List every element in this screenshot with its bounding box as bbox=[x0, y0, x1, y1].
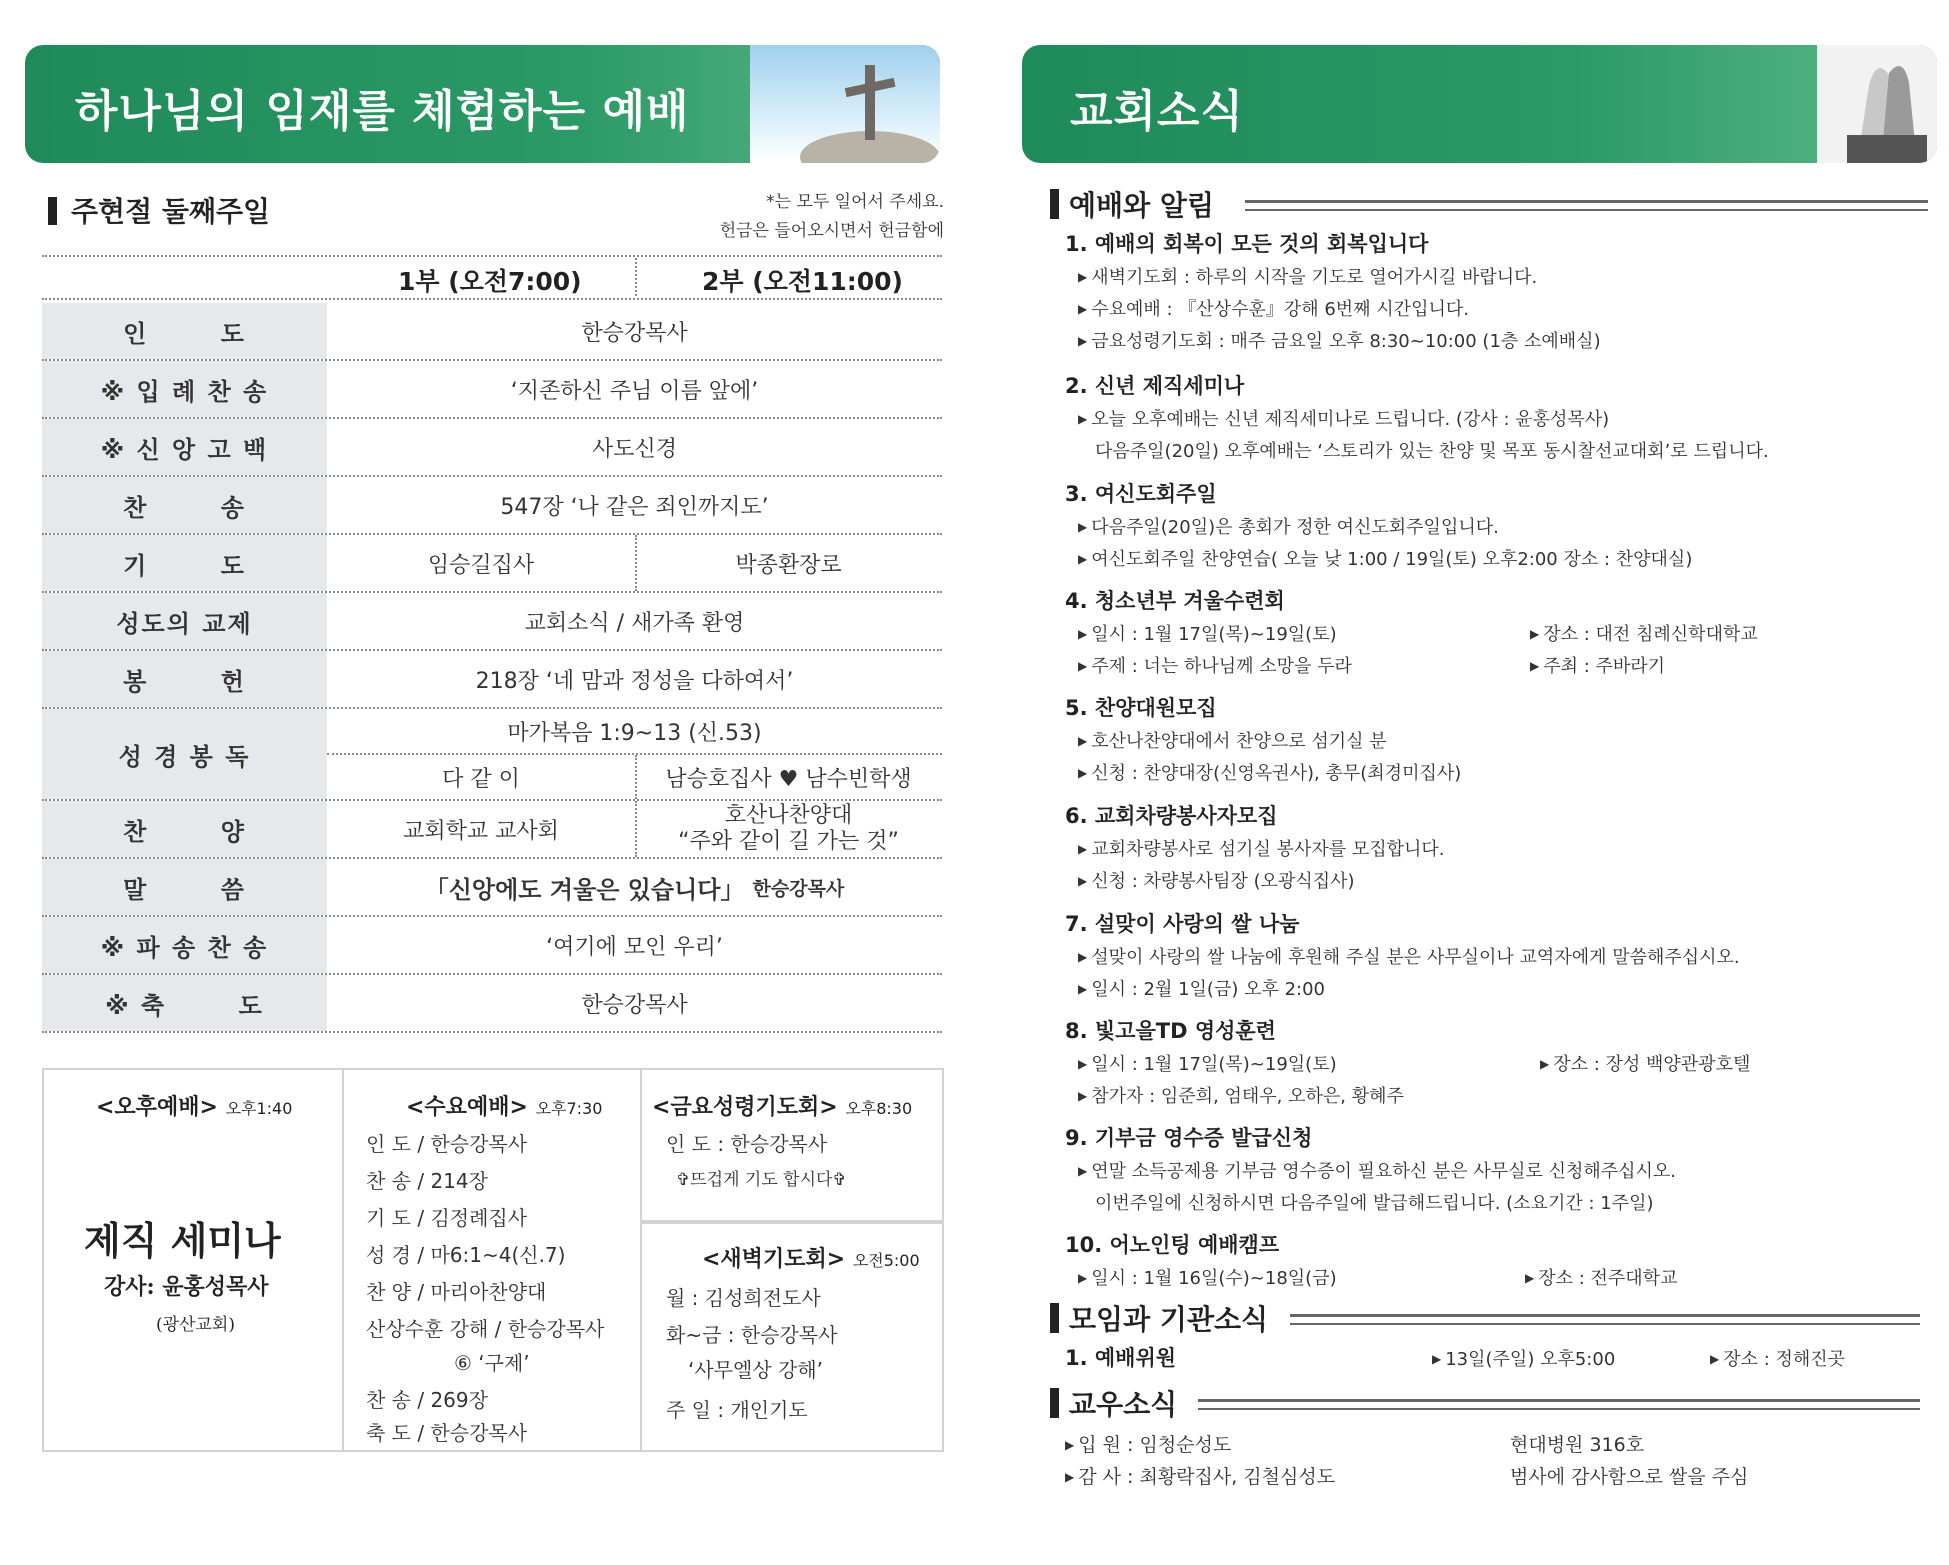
member-note: 범사에 감사함으로 쌀을 주심 bbox=[1510, 1466, 1749, 1488]
order-label: 성 경 봉 독 bbox=[42, 709, 327, 799]
bullet-icon: ▶ bbox=[1078, 302, 1088, 316]
order-row bbox=[42, 709, 942, 801]
dawn-line: 주 일 : 개인기도 bbox=[666, 1398, 808, 1422]
wednesday-line: 찬 양 / 마리아찬양대 bbox=[366, 1280, 547, 1304]
meeting-place bbox=[1710, 1345, 1845, 1371]
order-value-second: 박종환장로 bbox=[735, 552, 842, 578]
section-members-title: 교우소식 bbox=[1069, 1388, 1178, 1421]
news-line bbox=[1078, 652, 1352, 678]
wednesday-line: 기 도 / 김정례집사 bbox=[366, 1206, 528, 1230]
dawn-prayer-box bbox=[640, 1222, 944, 1452]
order-value-second bbox=[635, 801, 942, 857]
news-line bbox=[1525, 1264, 1677, 1290]
order-row bbox=[42, 361, 942, 419]
bullet-icon: ▶ bbox=[1540, 1057, 1550, 1071]
bullet-icon: ▶ bbox=[1078, 1089, 1088, 1103]
order-label: 말 씀 bbox=[42, 859, 327, 915]
seminar-title: 제직 세미나 bbox=[84, 1218, 281, 1263]
news-line bbox=[1530, 620, 1758, 646]
bullet-icon: ▶ bbox=[1078, 659, 1088, 673]
dawn-line: ‘사무엘상 강해’ bbox=[688, 1358, 823, 1382]
left-banner-title: 하나님의 임재를 체험하는 예배 bbox=[75, 86, 690, 137]
news-item-title: 3. 여신도회주일 bbox=[1065, 482, 1217, 506]
dawn-line: 월 : 김성희전도사 bbox=[666, 1286, 821, 1310]
order-value: 547장 ‘나 같은 죄인까지도’ bbox=[500, 494, 769, 520]
news-line bbox=[1078, 405, 1609, 431]
note-line-2: 헌금은 들어오시면서 헌금함에 bbox=[719, 221, 944, 241]
news-line bbox=[1078, 975, 1325, 1001]
bullet-icon: ▶ bbox=[1065, 1438, 1075, 1452]
second-service-header: 2부 (오전11:00) bbox=[702, 267, 903, 296]
afternoon-title-text: <오후예배> bbox=[96, 1095, 218, 1120]
bullet-icon: ▶ bbox=[1078, 412, 1088, 426]
order-row bbox=[42, 975, 942, 1033]
news-line-text: 다음주일(20일) 오후예배는 ‘스토리가 있는 찬양 및 목포 동시찰선교대회’로 드립니다. bbox=[1095, 441, 1769, 462]
cross-photo bbox=[750, 45, 940, 163]
service-heading-text: 주현절 둘째주일 bbox=[71, 195, 271, 228]
friday-time: 오후8:30 bbox=[845, 1099, 913, 1118]
news-line-text: 참가자 : 임준희, 엄태우, 오하은, 황혜주 bbox=[1091, 1086, 1404, 1107]
bullet-icon: ▶ bbox=[1078, 950, 1088, 964]
preacher-name: 한승강목사 bbox=[752, 877, 845, 900]
afternoon-title bbox=[96, 1090, 292, 1121]
order-label: 봉 헌 bbox=[42, 651, 327, 707]
section-meetings-title: 모임과 기관소식 bbox=[1069, 1303, 1269, 1336]
section-members bbox=[1050, 1383, 1177, 1423]
order-label: 성도의 교제 bbox=[42, 593, 327, 649]
wednesday-line: 찬 송 / 214장 bbox=[366, 1169, 488, 1193]
news-line bbox=[1078, 1050, 1337, 1076]
order-row bbox=[42, 859, 942, 917]
news-line bbox=[1078, 620, 1337, 646]
news-line-text: 장소 : 전주대학교 bbox=[1538, 1268, 1678, 1289]
bullet-icon: ▶ bbox=[1078, 334, 1088, 348]
bullet-icon: ▶ bbox=[1525, 1271, 1535, 1285]
order-value-second: 남승호집사 ♥ 남수빈학생 bbox=[665, 766, 912, 792]
friday-prayer-box bbox=[640, 1068, 944, 1222]
news-item-title: 9. 기부금 영수증 발급신청 bbox=[1065, 1126, 1313, 1150]
wednesday-line: 산상수훈 강해 / 한승강목사 bbox=[366, 1317, 605, 1341]
friday-line: ✞뜨겁게 기도 합시다✞ bbox=[676, 1170, 847, 1190]
order-label: ※ 축 도 bbox=[42, 975, 327, 1031]
header-divider bbox=[635, 258, 637, 296]
choir-name: 호산나찬양대 bbox=[724, 803, 853, 828]
section-rule bbox=[1198, 1399, 1920, 1410]
order-label: ※ 신 앙 고 백 bbox=[42, 419, 327, 475]
praying-hands-icon bbox=[1817, 45, 1937, 163]
news-line-text: 이번주일에 신청하시면 다음주일에 발급해드립니다. (소요기간 : 1주일) bbox=[1095, 1193, 1654, 1214]
news-item-title: 5. 찬양대원모집 bbox=[1065, 696, 1217, 720]
news-item-title: 7. 설맞이 사랑의 쌀 나눔 bbox=[1065, 912, 1300, 936]
order-row bbox=[42, 917, 942, 975]
afternoon-service-box bbox=[42, 1068, 344, 1452]
section-bar bbox=[1050, 1388, 1059, 1418]
news-item-title: 6. 교회차량봉사자모집 bbox=[1065, 804, 1278, 828]
news-line-text: 일시 : 1월 17일(목)~19일(토) bbox=[1091, 1054, 1337, 1075]
order-label: ※ 입 례 찬 송 bbox=[42, 361, 327, 417]
news-line bbox=[1078, 1082, 1404, 1108]
note-line-1: *는 모두 일어서 주세요. bbox=[766, 192, 944, 212]
order-value: 한승강목사 bbox=[581, 992, 688, 1018]
bullet-icon: ▶ bbox=[1078, 520, 1088, 534]
bullet-icon: ▶ bbox=[1078, 766, 1088, 780]
news-line-text: 장소 : 장성 백양관광호텔 bbox=[1553, 1054, 1751, 1075]
bullet-icon: ▶ bbox=[1710, 1352, 1720, 1366]
order-value: 한승강목사 bbox=[581, 320, 688, 346]
news-line bbox=[1078, 513, 1499, 539]
news-line-text: 여신도회주일 찬양연습( 오늘 낮 1:00 / 19일(토) 오후2:00 장소 : 찬양대실) bbox=[1091, 549, 1693, 570]
member-note: 현대병원 316호 bbox=[1510, 1434, 1645, 1456]
news-line bbox=[1078, 727, 1387, 753]
wednesday-line: 성 경 / 마6:1~4(신.7) bbox=[366, 1243, 566, 1267]
section-bar bbox=[1050, 1303, 1059, 1333]
meeting-title: 1. 예배위원 bbox=[1065, 1346, 1177, 1370]
scripture-reference: 마가복음 1:9~13 (신.53) bbox=[507, 720, 762, 746]
order-value-first: 교회학교 교사회 bbox=[403, 818, 559, 844]
news-line bbox=[1078, 759, 1461, 785]
order-value: ‘지존하신 주님 이름 앞에’ bbox=[510, 378, 759, 404]
bullet-icon: ▶ bbox=[1432, 1352, 1442, 1366]
news-item-title: 10. 어노인팅 예배캠프 bbox=[1065, 1233, 1280, 1257]
wednesday-title bbox=[406, 1090, 602, 1121]
order-row bbox=[42, 303, 942, 361]
standing-note bbox=[720, 188, 944, 246]
news-line-text: 신청 : 찬양대장(신영옥권사), 총무(최경미집사) bbox=[1091, 763, 1462, 784]
news-line-text: 다음주일(20일)은 총회가 정한 여신도회주일입니다. bbox=[1091, 517, 1499, 538]
wednesday-line: 찬 송 / 269장 bbox=[366, 1388, 488, 1412]
dawn-line: 화~금 : 한승강목사 bbox=[666, 1323, 838, 1347]
section-meetings bbox=[1050, 1298, 1268, 1338]
service-heading bbox=[48, 190, 270, 230]
order-row bbox=[42, 477, 942, 535]
seminar-speaker: 강사: 윤홍성목사 bbox=[104, 1274, 269, 1300]
section-rule bbox=[1245, 200, 1928, 211]
meeting-place-text: 장소 : 정해진곳 bbox=[1723, 1349, 1846, 1370]
heading-bar bbox=[48, 197, 57, 225]
bullet-icon: ▶ bbox=[1530, 659, 1540, 673]
wednesday-time: 오후7:30 bbox=[535, 1099, 603, 1118]
order-label: ※ 파 송 찬 송 bbox=[42, 917, 327, 973]
news-line bbox=[1078, 943, 1740, 969]
bullet-icon: ▶ bbox=[1078, 842, 1088, 856]
news-line-text: 장소 : 대전 침례신학대학교 bbox=[1543, 624, 1758, 645]
order-row bbox=[42, 593, 942, 651]
news-line-text: 주최 : 주바라기 bbox=[1543, 656, 1666, 677]
sermon-title bbox=[327, 859, 942, 915]
dawn-time: 오전5:00 bbox=[852, 1251, 920, 1270]
member-news-text: 감 사 : 최황락집사, 김철심성도 bbox=[1078, 1466, 1336, 1488]
news-line bbox=[1095, 1189, 1653, 1215]
news-line bbox=[1078, 1157, 1676, 1183]
news-line-text: 교회차량봉사로 섬기실 봉사자를 모집합니다. bbox=[1091, 839, 1445, 860]
bullet-icon: ▶ bbox=[1078, 734, 1088, 748]
news-line bbox=[1078, 263, 1537, 289]
news-line-text: 호산나찬양대에서 찬양으로 섬기실 분 bbox=[1091, 731, 1387, 752]
choir-song: “주와 같이 길 가는 것” bbox=[678, 829, 899, 854]
wednesday-service-box bbox=[342, 1068, 642, 1452]
bullet-icon: ▶ bbox=[1078, 1271, 1088, 1285]
meeting-time-text: 13일(주일) 오후5:00 bbox=[1445, 1349, 1616, 1370]
dawn-title bbox=[702, 1242, 920, 1273]
order-label: 인 도 bbox=[42, 303, 327, 359]
news-line bbox=[1095, 437, 1769, 463]
order-value: 사도신경 bbox=[591, 436, 677, 462]
order-value-first: 다 같 이 bbox=[442, 766, 520, 792]
news-line-text: 수요예배 : 『산상수훈』강해 6번째 시간입니다. bbox=[1091, 299, 1469, 320]
order-label: 찬 송 bbox=[42, 477, 327, 533]
section-bar bbox=[1050, 189, 1059, 219]
news-line-text: 설맞이 사랑의 쌀 나눔에 후원해 주실 분은 사무실이나 교역자에게 말씀해주십시오. bbox=[1091, 947, 1740, 968]
right-banner bbox=[1022, 45, 1937, 163]
news-item-title: 1. 예배의 회복이 모든 것의 회복입니다 bbox=[1065, 232, 1429, 256]
dawn-title-text: <새벽기도회> bbox=[702, 1247, 846, 1272]
news-line-text: 신청 : 차량봉사팀장 (오광식집사) bbox=[1091, 871, 1355, 892]
bullet-icon: ▶ bbox=[1078, 982, 1088, 996]
news-line-text: 일시 : 2월 1일(금) 오후 2:00 bbox=[1091, 979, 1325, 1000]
news-line-text: 일시 : 1월 16일(수)~18일(금) bbox=[1091, 1268, 1337, 1289]
member-news bbox=[1065, 1462, 1335, 1489]
news-line bbox=[1078, 867, 1355, 893]
order-row bbox=[42, 419, 942, 477]
friday-title-text: <금요성령기도회> bbox=[652, 1095, 838, 1120]
news-line-text: 오늘 오후예배는 신년 제직세미나로 드립니다. (강사 : 윤홍성목사) bbox=[1091, 409, 1610, 430]
order-row bbox=[42, 651, 942, 709]
meeting-time bbox=[1432, 1345, 1615, 1371]
news-item-title: 2. 신년 제직세미나 bbox=[1065, 374, 1245, 398]
friday-line: 인 도 : 한승강목사 bbox=[666, 1132, 828, 1156]
order-value: 218장 ‘네 맘과 정성을 다하여서’ bbox=[475, 668, 794, 694]
news-line bbox=[1078, 835, 1445, 861]
member-news bbox=[1065, 1430, 1231, 1457]
news-item-title: 4. 청소년부 겨울수련회 bbox=[1065, 589, 1285, 613]
right-banner-title: 교회소식 bbox=[1070, 86, 1245, 137]
order-label: 기 도 bbox=[42, 535, 327, 591]
praying-hands-photo bbox=[1817, 45, 1937, 163]
news-line-text: 새벽기도회 : 하루의 시작을 기도로 열어가시길 바랍니다. bbox=[1091, 267, 1538, 288]
bullet-icon: ▶ bbox=[1065, 1470, 1075, 1484]
bullet-icon: ▶ bbox=[1078, 874, 1088, 888]
news-line-text: 연말 소득공제용 기부금 영수증이 필요하신 분은 사무실로 신청해주십시오. bbox=[1091, 1161, 1677, 1182]
sermon-title-text: 「신앙에도 겨울은 있습니다」 bbox=[424, 875, 745, 904]
news-item-title: 8. 빛고을TD 영성훈련 bbox=[1065, 1019, 1276, 1043]
news-line bbox=[1078, 327, 1601, 353]
afternoon-time: 오후1:40 bbox=[225, 1099, 293, 1118]
news-line bbox=[1540, 1050, 1750, 1076]
bullet-icon: ▶ bbox=[1078, 1057, 1088, 1071]
bullet-icon: ▶ bbox=[1078, 1164, 1088, 1178]
news-line-text: 주제 : 너는 하나님께 소망을 두라 bbox=[1091, 656, 1352, 677]
wednesday-line: ⑥ ‘구제’ bbox=[454, 1351, 530, 1375]
order-value: 교회소식 / 새가족 환영 bbox=[524, 610, 745, 636]
section-worship bbox=[1050, 184, 1214, 224]
news-line bbox=[1530, 652, 1665, 678]
news-line-text: 일시 : 1월 17일(목)~19일(토) bbox=[1091, 624, 1337, 645]
order-value-first: 임승길집사 bbox=[427, 552, 535, 578]
seminar-church: (광산교회) bbox=[156, 1315, 235, 1335]
table-top-line bbox=[42, 255, 942, 257]
bullet-icon: ▶ bbox=[1078, 552, 1088, 566]
order-row bbox=[42, 801, 942, 859]
bullet-icon: ▶ bbox=[1530, 627, 1540, 641]
section-rule bbox=[1290, 1314, 1920, 1325]
news-line bbox=[1078, 1264, 1337, 1290]
friday-title bbox=[652, 1090, 912, 1121]
first-service-header: 1부 (오전7:00) bbox=[398, 267, 582, 296]
member-news-text: 입 원 : 임청순성도 bbox=[1078, 1434, 1232, 1456]
bullet-icon: ▶ bbox=[1078, 270, 1088, 284]
section-worship-title: 예배와 알림 bbox=[1069, 189, 1214, 222]
wednesday-line: 축 도 / 한승강목사 bbox=[366, 1421, 528, 1445]
left-banner bbox=[25, 45, 940, 163]
news-line bbox=[1078, 545, 1692, 571]
order-label: 찬 양 bbox=[42, 801, 327, 857]
cross-icon bbox=[750, 45, 940, 163]
order-row bbox=[42, 535, 942, 593]
header-bottom-line bbox=[42, 298, 942, 300]
news-line-text: 금요성령기도회 : 매주 금요일 오후 8:30~10:00 (1층 소예배실) bbox=[1091, 331, 1601, 352]
wednesday-title-text: <수요예배> bbox=[406, 1095, 528, 1120]
order-value: ‘여기에 모인 우리’ bbox=[546, 934, 723, 960]
news-line bbox=[1078, 295, 1469, 321]
bullet-icon: ▶ bbox=[1078, 627, 1088, 641]
wednesday-line: 인 도 / 한승강목사 bbox=[366, 1132, 528, 1156]
